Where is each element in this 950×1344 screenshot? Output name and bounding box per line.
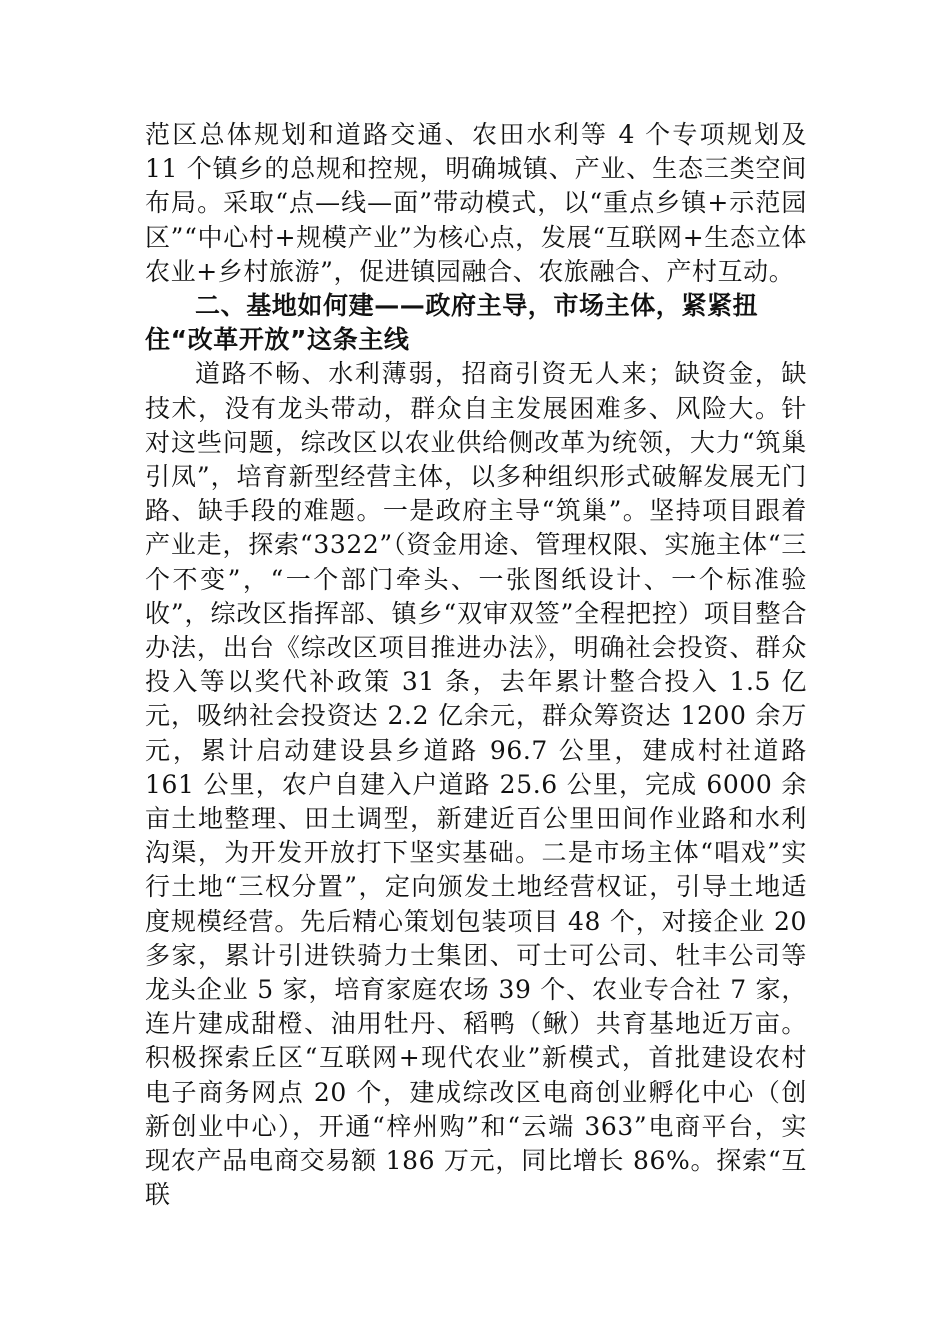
document-body [145, 118, 816, 1213]
paragraph-planning: 范区总体规划和道路交通、农田水利等 4 个专项规划及 11 个镇乡的总规和控规，明确城镇、产业、生态三类空间布局。采取“点—线—面”带动模式，以“重点乡镇+示范园区”“中心村+规模产业”为核心点，发展“互联网+生态立体农业+乡村旅游”，促进镇园融合、农旅融合、产村互动。 [145, 120, 816, 286]
section-heading-2: 二、基地如何建——政府主导，市场主体，紧紧扭住“改革开放”这条主线 [145, 291, 759, 355]
paragraph-base-construction: 道路不畅、水利薄弱，招商引资无人来；缺资金，缺技术，没有龙头带动，群众自主发展困难多、风险大。针对这些问题，综改区以农业供给侧改革为统领，大力“筑巢引凤”，培育新型经营主体，以多种组织形式破解发展无门路、缺手段的难题。一是政府主导“筑巢”。坚持项目跟着产业走，探索“3322”（资金用途、管理权限、实施主体“三个不变”，“一个部门牵头、一张图纸设计、一个标准验收”，综改区指挥部、镇乡“双审双签”全程把控）项目整合办法，出台《综改区项目推进办法》，明确社会投资、群众投入等以奖代补政策 31 条，去年累计整合投入 1.5 亿元，吸纳社会投资达 2.2 亿余元，群众筹资达 1200 余万元，累计启动建设县乡道路 96.7 公里，建成村社道路 161 公里，农户自建入户道路 25.6 公里，完成 6000 余亩土地整理、田土调型，新建近百公里田间作业路和水利沟渠，为开发开放打下坚实基础。二是市场主体“唱戏”实行土地“三权分置”，定向颁发土地经营权证，引导土地适度规模经营。先后精心策划包装项目 48 个，对接企业 20 多家，累计引进铁骑力士集团、可士可公司、牡丰公司等龙头企业 5 家，培育家庭农场 39 个、农业专合社 7 家，连片建成甜橙、油用牡丹、稻鸭（鳅）共育基地近万亩。积极探索丘区“互联网+现代农业”新模式，首批建设农村电子商务网点 20 个，建成综改区电商创业孵化中心（创新创业中心），开通“梓州购”和“云端 363”电商平台，实现农产品电商交易额 186 万元，同比增长 86%。探索“互联 [145, 359, 816, 1210]
